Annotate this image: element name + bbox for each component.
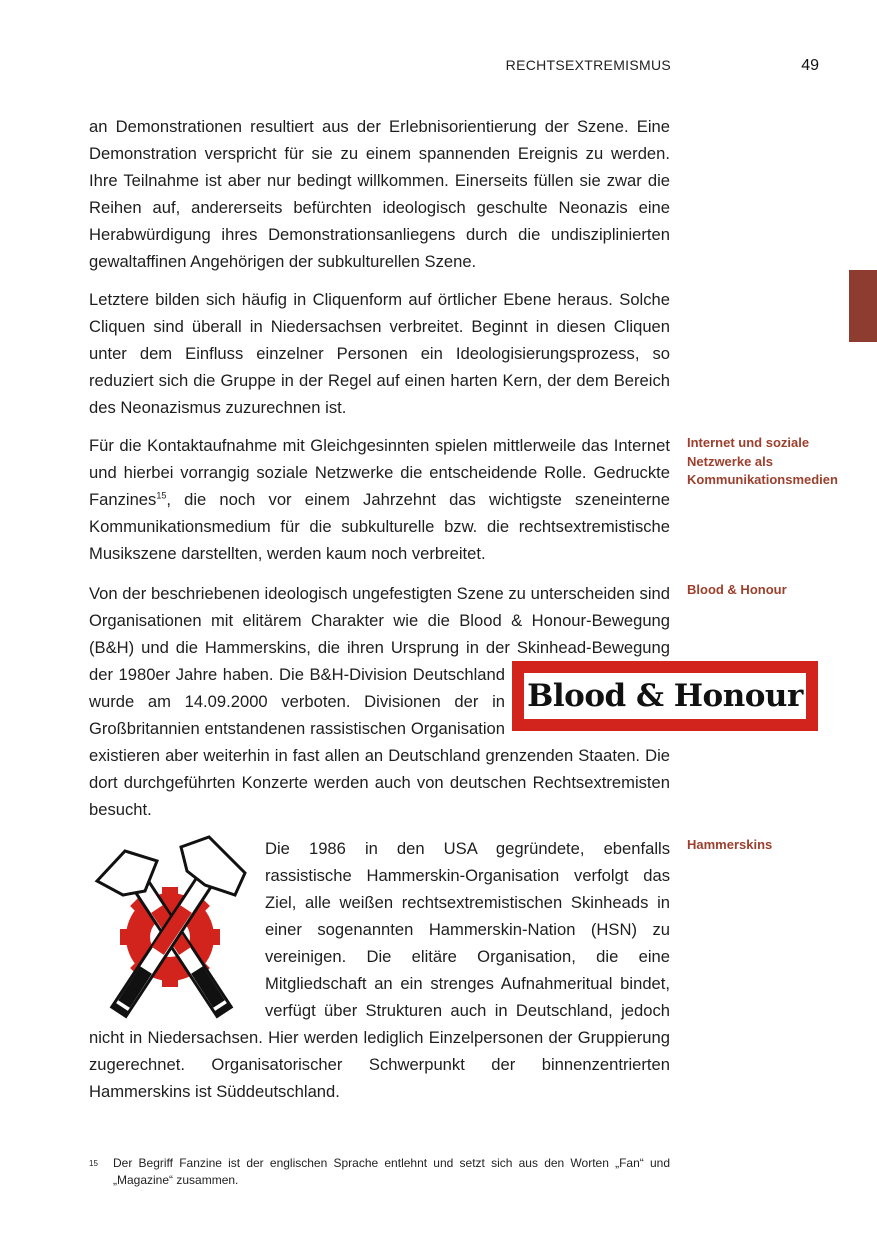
chapter-tab-marker xyxy=(849,270,877,342)
footnote-reference[interactable]: 15 xyxy=(156,490,167,501)
paragraph-internet-part1: Für die Kontaktaufnahme mit Gleichgesinnten spielen mittlerweile das Internet und hierbei vorrangig soziale Netzwerke die entscheidende Rolle. Gedruckte Fanzines xyxy=(89,436,670,509)
marginal-note-blood-honour: Blood & Honour xyxy=(687,582,787,597)
paragraph-blood-honour-block xyxy=(89,580,803,823)
footnote-text: Der Begriff Fanzine ist der englischen Sprache entlehnt und setzt sich aus den Worten „Fan“ und „Magazine“ zusammen. xyxy=(113,1156,670,1187)
paragraph-hammerskins: Die 1986 in den USA gegründete, ebenfalls rassistische Hammerskin-Organisation verfolgt das Ziel, alle weißen rechtsextremistischen Skinheads in einer sogenannten Hammerskin-Nation (HSN) zu vereinigen. Die elitäre Organisation, die eine Mitgliedschaft an ein strenges Aufnahmeritual bindet, verfügt über Strukturen auch in Deutschland, jedoch nicht in Niedersachsen. Hier werden lediglich Einzelpersonen der Gruppierung zugerechnet. Organisatorischer Schwerpunkt der binnenzentrierten Hammerskins ist Süddeutschland. xyxy=(89,839,670,1101)
blood-honour-logo-text: Blood & Honour xyxy=(527,677,803,714)
hammerskins-logo xyxy=(85,833,255,1022)
marginal-note-hammerskins: Hammerskins xyxy=(687,837,773,852)
paragraph-internet xyxy=(89,432,670,567)
paragraph-demonstrationen: an Demonstrationen resultiert aus der Erlebnisorientierung der Szene. Eine Demonstration verspricht für sie zu einem spannenden Ereignis zu werden. Ihre Teilnahme ist aber nur bedingt willkommen. Einerseits füllen sie zwar die Reihen auf, andererseits befürchten ideologisch geschulte Neonazis eine Herabwürdigung ihres Demonstrationsanliegens durch die undisziplinierten gewaltaffinen Angehörigen der subkulturellen Szene. xyxy=(89,117,670,271)
paragraph-hammerskins-block xyxy=(89,835,670,1105)
paragraph-internet-part2: , die noch vor einem Jahrzehnt das wichtigste szeneinterne Kommunikationsmedium für die subkulturelle bzw. die rechtsextremistische Musikszene darstellten, werden kaum noch verbreitet. xyxy=(89,490,670,563)
page-number: 49 xyxy=(801,57,819,74)
blood-honour-logo xyxy=(512,661,818,731)
paragraph-cliquen: Letztere bilden sich häufig in Cliquenform auf örtlicher Ebene heraus. Solche Cliquen sind überall in Niedersachsen verbreitet. Beginnt in diesen Cliquen unter dem Einfluss einzelner Personen ein Ideologisierungsprozess, so reduziert sich die Gruppe in der Regel auf einen harten Kern, der dem Bereich des Neonazismus zuzurechnen ist. xyxy=(89,290,670,417)
footnote-number: 15 xyxy=(89,1159,98,1168)
marginal-note-internet: Internet und soziale Netzwerke als Kommunikationsmedien xyxy=(687,435,838,487)
running-header: RECHTSEXTREMISMUS xyxy=(505,57,671,73)
blood-honour-logo-inner xyxy=(524,673,806,719)
paragraph-blood-honour: Von der beschriebenen ideologisch ungefestigten Szene zu unterscheiden sind Organisationen mit elitärem Charakter wie die Blood & Honour-Bewegung (B&H) und die Hammerskins, die ihren Ursprung in der Skinhead-Bewegung der 1980er Jahre haben. Die B&H-Division Deutschland wurde am 14.09.2000 verboten. Divisionen der in Großbritannien entstandenen rassistischen Organisation existieren aber weiterhin in fast allen an Deutschland grenzenden Staaten. Die dort durchgeführten Konzerte werden auch von deutschen Rechtsextremisten besucht. xyxy=(89,584,670,819)
footnote xyxy=(89,1155,670,1189)
